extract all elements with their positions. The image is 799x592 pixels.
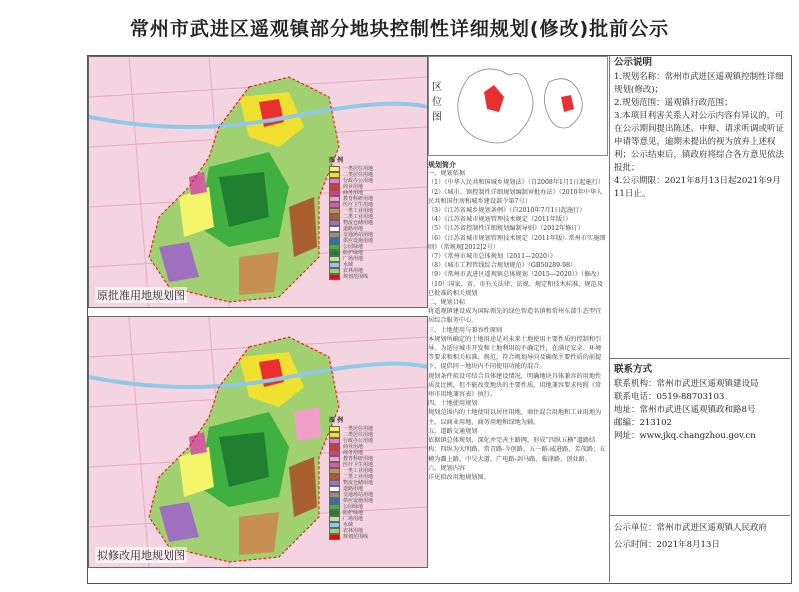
legend-label: 交通场站用地 (343, 491, 374, 498)
legend-label: 医疗卫生用地 (343, 201, 374, 208)
legend-label: 农林用地 (343, 527, 364, 534)
intro-line: 一、规划依据 (428, 170, 466, 178)
legend-label: 道路用地 (343, 225, 364, 232)
legend-label: 教育科研用地 (343, 195, 374, 202)
map-legend (329, 417, 421, 540)
legend-label: 教育科研用地 (343, 455, 374, 462)
intro-line: （10）国家、省、市有关法律、法规、规定和技术标准、规范及已批准的相关规划 (428, 280, 603, 297)
page-title: 常州市武进区遥观镇部分地块控制性详细规划(修改)批前公示 (129, 18, 670, 40)
legend-label: 防护绿地 (343, 249, 364, 256)
notice-items (614, 71, 790, 201)
intro-lines (428, 169, 606, 482)
legend-label: 二类居住用地 (343, 171, 374, 178)
intro-line: 三、土地使用与兼容性原则 (428, 326, 503, 334)
contact-phone: 联系电话：0519-88703103 (614, 392, 725, 402)
intro-line: 五、道路交通规划 (428, 427, 478, 435)
planning-intro (428, 160, 606, 580)
legend-rows (329, 166, 421, 280)
legend-item (329, 274, 421, 280)
legend-label: 商务用地 (343, 189, 364, 196)
intro-line: 将遥观镇建设成为国际领先的绿色智造名镇和常州东部生态型宜居综合服务中心。 (428, 308, 602, 325)
legend-label: 一类居住用地 (343, 425, 374, 432)
intro-line: 四、土地使用规划 (428, 400, 478, 408)
location-map (428, 56, 608, 156)
contact-address: 地址：常州市武进区遥观镇政和路8号 (614, 405, 756, 415)
legend-label: 水域 (343, 261, 354, 268)
contact-website[interactable]: 网址：www.jkq.changzhou.gov.cn (614, 431, 756, 441)
legend-label: 农林用地 (343, 267, 364, 274)
section-divider (610, 515, 790, 516)
intro-heading: 规划简介 (428, 160, 456, 169)
footer-section (614, 520, 790, 554)
notice-section (614, 56, 790, 201)
legend-label: 广场用地 (343, 255, 364, 262)
legend-label: 交通场站用地 (343, 231, 374, 238)
legend-label: 公园绿地 (343, 503, 364, 510)
section-divider (610, 358, 790, 359)
legend-label: 二类工业用地 (343, 213, 374, 220)
intro-line: 六、规划内容 (428, 464, 466, 472)
intro-line: 规划范围内的土地使用以居住用地、商住混合用地和工业用地为主，以商业用地、商务用地和绿地为辅。 (428, 409, 602, 426)
legend-label: 二类工业用地 (343, 473, 374, 480)
legend-label: 一类工业用地 (343, 467, 374, 474)
notice-item: 3.本项目利害关系人对公示内容有异议的，可在公示期间提出陈述、申辩、请求听调或听证申请等意见，逾期未提出的视为放弃上述权利；公示结束后，镇政府将综合各方意见依法报批； (614, 111, 785, 173)
legend-label: 规划范围线 (343, 533, 369, 540)
legend-rows (329, 426, 421, 540)
intro-line: （3）《江苏省城乡规划条例》（自2010年7月1日起施行） (428, 207, 586, 215)
legend-label: 水域 (343, 521, 354, 528)
map-caption: 原批准用地规划图 (97, 289, 185, 302)
contact-unit: 联系机构：常州市武进区遥观镇建设局 (614, 379, 759, 389)
legend-label: 物流仓储用地 (343, 219, 374, 226)
legend-label: 一类工业用地 (343, 207, 374, 214)
legend-swatch (329, 534, 340, 540)
intro-line: （9）《常州市武进区遥观镇总体规划（2015—2020）》（修改） (428, 271, 603, 279)
map-legend (329, 157, 421, 280)
legend-label: 医疗卫生用地 (343, 461, 374, 468)
legend-label: 行政办公用地 (343, 177, 374, 184)
notice-item: 1.规划名称：常州市武进区遥观镇控制性详细规划(修改)； (614, 72, 784, 95)
original-land-use-map (88, 56, 428, 308)
notice-item: 2.规划范围：遥观镇行政范围； (614, 98, 733, 108)
legend-label: 供应设施用地 (343, 237, 374, 244)
map-caption: 拟修改用地规划图 (97, 549, 185, 562)
legend-label: 行政办公用地 (343, 437, 374, 444)
intro-line: （8）《城市工程管线综合规划规范》（GB50289-98） (428, 262, 577, 270)
legend-label: 道路用地 (343, 485, 364, 492)
intro-line: （4）《江苏省城市规划管理技术规定（2011年版）》 (428, 216, 572, 224)
contact-heading: 联系方式 (614, 364, 653, 375)
contact-postcode: 邮编：213102 (614, 418, 672, 428)
notice-item: 4.公示期限：2021年8月13日起2021年9月11日止。 (614, 176, 781, 199)
legend-title: 图 例 (329, 417, 344, 424)
legend-label: 公园绿地 (343, 243, 364, 250)
legend-label: 广场用地 (343, 515, 364, 522)
legend-label: 一类居住用地 (343, 165, 374, 172)
legend-swatch (329, 274, 340, 280)
legend-label: 供应设施用地 (343, 497, 374, 504)
intro-line: 规划条件拟设可结合具体建设情况，明确地块具体兼容的用地性质及比例，但不能改变地块的主要性质，用地兼容要求按照《常州市用地兼容表》执行。 (428, 372, 602, 399)
footer-issuer: 公示单位：常州市武进区遥观镇人民政府 (614, 523, 768, 533)
legend-label: 规划范围线 (343, 273, 369, 280)
intro-line: （6）《江苏省城市规划管理技术规定（2011年版）常州市实施细则》（常规规[2012]2号） (428, 234, 606, 251)
intro-line: 详见拟改用地规划图。 (428, 473, 490, 481)
intro-line: （7）《常州市城市总体规划（2011—2020）》 (428, 253, 557, 261)
legend-label: 商业用地 (343, 183, 364, 190)
legend-item (329, 534, 421, 540)
legend-label: 防护绿地 (343, 509, 364, 516)
legend-label: 商业用地 (343, 443, 364, 450)
location-map-graphic (429, 57, 607, 155)
intro-line: （1）《中华人民共和国城乡规划法》（自2008年1月1日起施行） (428, 179, 605, 187)
contact-section (614, 363, 790, 443)
notice-heading: 公示说明 (614, 57, 653, 68)
legend-label: 商务用地 (343, 449, 364, 456)
location-map-label: 区位图 (432, 82, 442, 123)
legend-label: 物流仓储用地 (343, 479, 374, 486)
intro-line: 依据镇总体规划，深化并完善主路网，形成“四纵五横”道路结构：四纵为大明路、常青路-今创路、五一路-威进路、芳茂路；五横为潞上路、中吴大道、广电路-剑马路、临津路、创业路。 (428, 437, 606, 463)
legend-label: 二类居住用地 (343, 431, 374, 438)
intro-line: （5）《江苏省控制性详细规划编制导则》（2012年修订） (428, 225, 584, 233)
footer-date: 公示时间：2021年8月13日 (614, 540, 720, 550)
revised-land-use-map (88, 316, 428, 568)
column-divider (609, 56, 610, 582)
intro-line: 本规划所确定的土地用途是对未来土地使用主要性质的控制和引导。为适应城市开发和土地利用的不确定性，在满足安全、环境等要求和相关标准、规范，符合规划导向及确保主要性质的前提下，提倡同一地块内不同使用功能的混合。 (428, 335, 602, 371)
intro-line: （2）《城市、镇控制性详细规划编制审批办法》（2010年中华人民共和国住房和城乡建设部令第7号） (428, 188, 603, 205)
intro-line: 二、规划目标 (428, 299, 466, 307)
legend-title: 图 例 (329, 157, 344, 164)
